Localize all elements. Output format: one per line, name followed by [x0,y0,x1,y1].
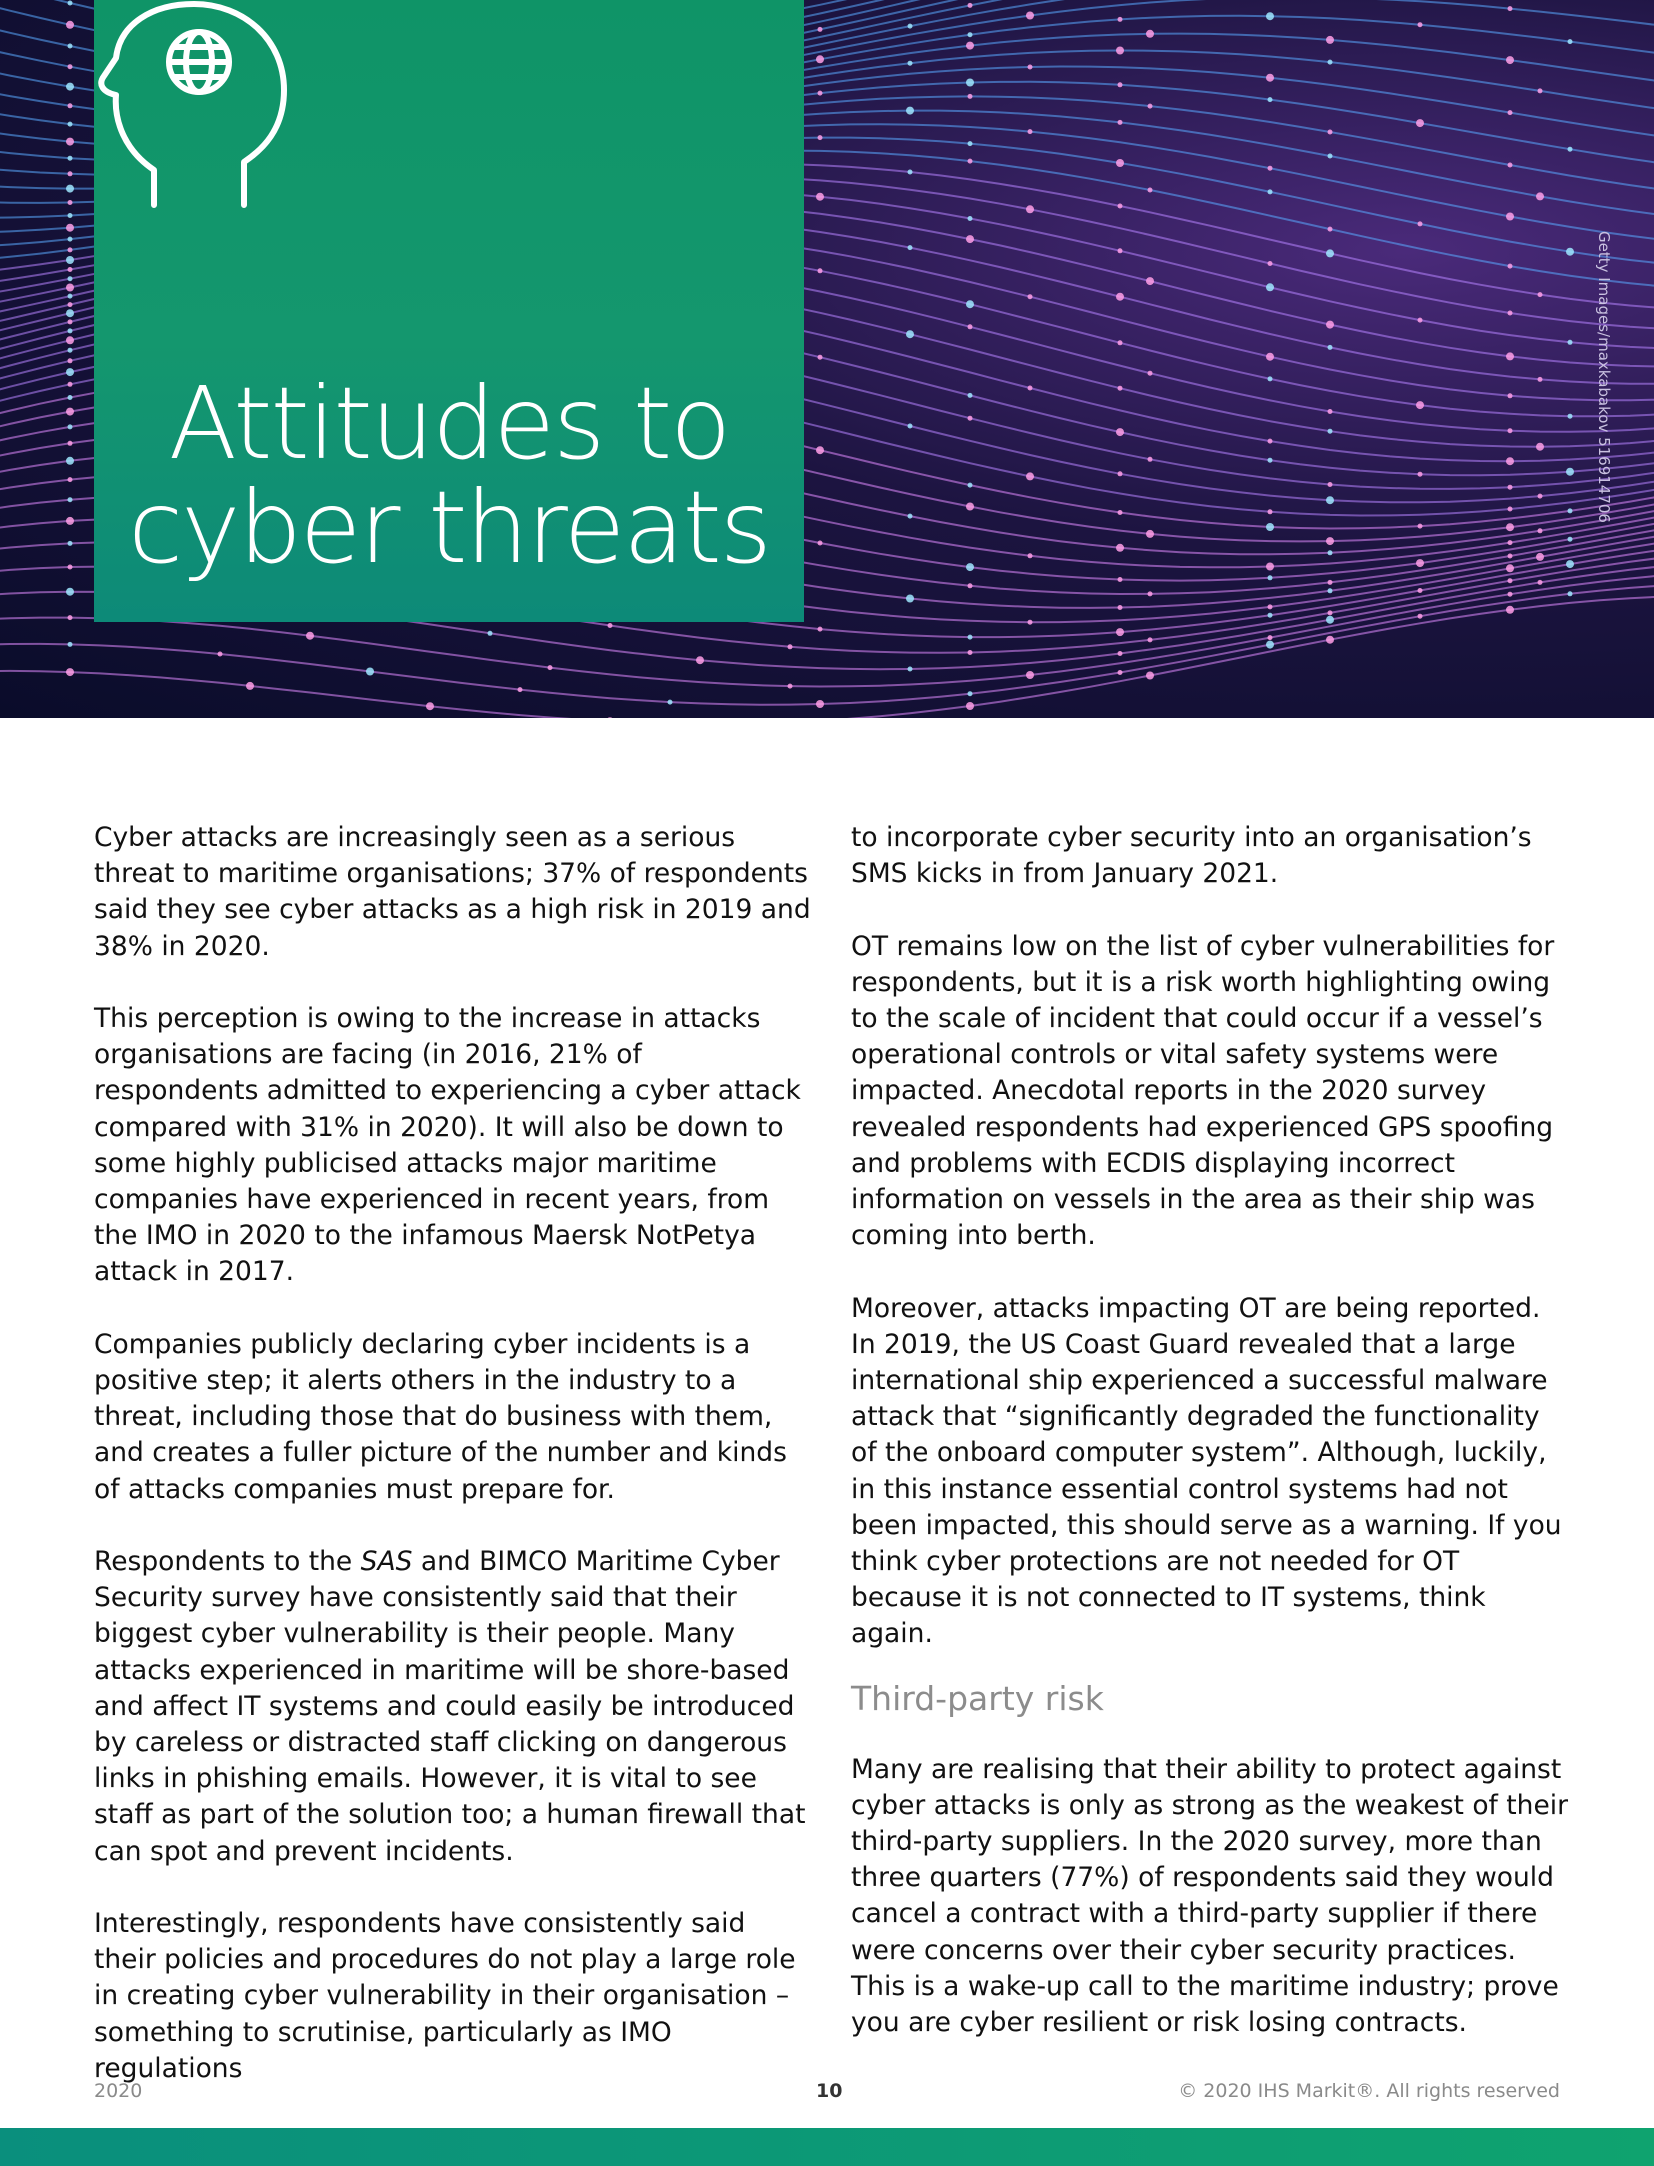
paragraph: This perception is owing to the increase in attacks organisations are facing (in 2016, 21% of respondents admitted to experiencing a cyber attack compared with 31% in 2020). It will also be down to some highly publicised attacks major maritime companies have experienced in recent years, from the IMO in 2020 to the infamous Maersk NotPetya attack in 2017. [94,1003,801,1288]
wave-dot [488,631,493,636]
wave-dot [68,642,73,647]
wave-dot [1026,205,1034,213]
wave-dot [1268,261,1273,266]
wave-dot [1508,6,1513,11]
wave-dot [1508,540,1513,545]
wave-dot [518,687,523,692]
wave-dot [1508,428,1513,433]
wave-dot [1506,523,1514,531]
section-subheading: Third-party risk [851,1678,1104,1718]
wave-dot [818,91,823,96]
wave-dot [1538,292,1543,297]
wave-dot [1506,606,1514,614]
wave-dot [1508,393,1513,398]
wave-dot [1118,510,1123,515]
wave-dot [606,717,614,718]
wave-dot [1328,550,1333,555]
wave-dot [1028,620,1033,625]
wave-dot [68,213,73,218]
wave-dot [1028,294,1033,299]
wave-dot [966,235,974,243]
wave-dot [908,514,913,519]
wave-dot [1418,22,1423,27]
wave-dot [818,541,823,546]
wave-dot [1268,575,1273,580]
wave-dot [1538,528,1543,533]
wave-dot [968,650,973,655]
wave-dot [1026,472,1034,480]
wave-dot [966,79,974,87]
wave-dot [1508,507,1513,512]
paragraph: Cyber attacks are increasingly seen as a serious threat to maritime organisations; 37% of respondents said they see cyber attacks as a high risk in 2019 and 38% in 2020. [94,822,811,962]
wave-dot [906,107,914,115]
wave-dot [1266,563,1274,571]
wave-dot [1266,523,1274,531]
wave-dot [1146,530,1154,538]
title-line-2: cyber threats [128,469,770,586]
wave-dot [1568,508,1573,513]
wave-dot [1028,65,1033,70]
wave-dot [426,702,434,710]
wave-dot [908,170,913,175]
wave-dot [1416,119,1424,127]
wave-dot [1506,56,1514,64]
wave-dot [66,309,74,317]
wave-dot [66,457,74,465]
wave-dot [668,700,673,705]
wave-dot [1328,60,1333,65]
wave-dot [1568,147,1573,152]
wave-dot [1536,553,1544,561]
wave-dot [816,446,824,454]
wave-dot [968,483,973,488]
wave-dot [1268,458,1273,463]
wave-dot [1118,120,1123,125]
wave-dot [66,284,74,292]
wave-dot [1568,591,1573,596]
text-run: and BIMCO Maritime Cyber Security survey have consistently said that their biggest cyber vulnerability is their people. Many attacks experienced in maritime will be shore-based and affect IT systems and could easily be introduced by careless or distracted staff clicking on dangerous links in phishing emails. However, it is vital to see staff as part of the solution too; a human firewall that can spot and prevent incidents. [94,1546,806,1867]
wave-dot [1326,36,1334,44]
wave-dot [68,44,73,49]
wave-dot [696,656,704,664]
wave-dot [1508,592,1513,597]
wave-dot [548,665,553,670]
wave-dot [1118,605,1123,610]
wave-dot [1116,159,1124,167]
wave-dot [968,583,973,588]
text-run: Respondents to the [94,1546,361,1578]
wave-dot [1566,560,1574,568]
wave-dot [68,395,73,400]
wave-dot [66,185,74,193]
wave-dot [1268,166,1273,171]
wave-dot [1268,189,1273,194]
wave-dot [1568,340,1573,345]
italic-text: SAS [360,1546,413,1578]
paragraph [94,1544,814,1870]
page-title [94,365,804,586]
wave-dot [218,652,223,657]
wave-dot [1508,578,1513,583]
wave-dot [1418,588,1423,593]
wave-dot [68,348,73,353]
page-number: 10 [816,2080,843,2102]
wave-dot [1536,192,1544,200]
footer-year: 2020 [94,2080,143,2102]
title-panel [94,0,804,622]
wave-dot [1506,352,1514,360]
wave-dot [906,330,914,338]
wave-dot [1416,559,1424,567]
wave-dot [1418,318,1423,323]
wave-dot [968,416,973,421]
wave-dot [1266,641,1274,649]
wave-dot [1266,283,1274,291]
wave-dot [68,171,73,176]
wave-dot [1508,264,1513,269]
wave-dot [68,424,73,429]
wave-dot [1536,443,1544,451]
wave-dot [1146,277,1154,285]
wave-dot [1568,414,1573,419]
wave-dot [1116,428,1124,436]
wave-dot [1508,311,1513,316]
wave-dot [1328,154,1333,159]
wave-dot [66,336,74,344]
wave-dot [68,358,73,363]
wave-dot [968,324,973,329]
wave-dot [1506,213,1514,221]
wave-dot [1328,227,1333,232]
copyright-notice: © 2020 IHS Markit®. All rights reserved [1178,2080,1560,2102]
wave-dot [1026,12,1034,20]
paragraph: Companies publicly declaring cyber incidents is a positive step; it alerts others in the industry to a threat, including those that do business with them, and creates a fuller picture of the number and kinds of attacks companies must prepare for. [94,1328,787,1505]
wave-dot [1118,670,1123,675]
wave-dot [908,667,913,672]
hero-image [0,0,1654,718]
wave-dot [1116,544,1124,552]
wave-dot [66,21,74,29]
title-line-1: Attitudes to [168,365,730,482]
wave-dot [68,477,73,482]
wave-dot [1116,628,1124,636]
wave-dot [1328,409,1333,414]
wave-dot [1328,610,1333,615]
wave-dot [1266,74,1274,82]
wave-dot [1508,110,1513,115]
wave-dot [1146,30,1154,38]
wave-dot [968,94,973,99]
wave-dot [818,268,823,273]
wave-dot [1268,97,1273,102]
wave-dot [66,256,74,264]
wave-dot [1268,376,1273,381]
wave-dot [908,61,913,66]
wave-dot [968,3,973,8]
wave-dot [1266,12,1274,20]
wave-dot [1118,248,1123,253]
wave-dot [906,595,914,603]
wave-dot [66,138,74,146]
wave-dot [1268,635,1273,640]
wave-dot [1538,88,1543,93]
wave-dot [1028,386,1033,391]
wave-dot [968,216,973,221]
wave-dot [1118,386,1123,391]
wave-dot [1506,564,1514,572]
wave-dot [788,684,793,689]
wave-dot [1538,494,1543,499]
bottom-accent-bar [0,2128,1654,2166]
photo-credit: Getty Images/maxkabakov 516914706 [1595,231,1613,523]
wave-dot [68,1,73,6]
wave-dot [1508,485,1513,490]
wave-dot [966,702,974,710]
wave-dot [1538,580,1543,585]
wave-dot [968,159,973,164]
paragraph: Many are realising that their ability to protect against cyber attacks is only as strong as the weakest of their third-party suppliers. In the 2020 survey, more than three quarters (77%) of respondents said they would cancel a contract with a third-party supplier if there were concerns over their cyber security practices. This is a wake-up call to the maritime industry; prove you are cyber resilient or risk losing contracts. [851,1753,1569,2039]
wave-dot [968,635,973,640]
wave-dot [1328,345,1333,350]
wave-dot [68,64,73,69]
wave-dot [68,237,73,242]
wave-dot [1418,221,1423,226]
wave-dot [68,565,73,570]
wave-dot [968,32,973,37]
wave-dot [1148,591,1153,596]
wave-dot [966,42,974,50]
wave-dot [1118,471,1123,476]
wave-dot [68,200,73,205]
wave-dot [1268,439,1273,444]
wave-dot [818,355,823,360]
wave-dot [1028,129,1033,134]
paragraph: OT remains low on the list of cyber vulnerabilities for respondents, but it is a risk worth highlighting owing to the scale of incident that could occur if a vessel’s operational controls or vital safety systems were impacted. Anecdotal reports in the 2020 survey revealed respondents had experienced GPS spoofing and problems with ECDIS displaying incorrect information on vessels in the area as their ship was coming into berth. [851,930,1555,1252]
wave-dot [66,517,74,525]
wave-dot [66,83,74,91]
wave-dot [1416,401,1424,409]
wave-dot [1326,636,1334,644]
wave-dot [1418,614,1423,619]
wave-dot [68,103,73,108]
wave-dot [816,193,824,201]
wave-dot [1328,588,1333,593]
wave-dot [66,668,74,676]
wave-dot [1148,104,1153,109]
wave-dot [1326,616,1334,624]
wave-dot [68,267,73,272]
wave-dot [68,541,73,546]
wave-dot [1118,204,1123,209]
wave-dot [1506,457,1514,465]
wave-dot [908,245,913,250]
wave-dot [68,122,73,127]
wave-dot [68,156,73,161]
wave-dot [1418,524,1423,529]
wave-dot [788,644,793,649]
wave-dot [818,135,823,140]
wave-dot [966,503,974,511]
wave-dot [1148,371,1153,376]
wave-dot [1328,130,1333,135]
wave-dot [816,700,824,708]
wave-dot [1508,163,1513,168]
wave-dot [68,497,73,502]
wave-dot [966,300,974,308]
wave-dot [1508,554,1513,559]
wave-dot [608,623,613,628]
wave-dot [1028,553,1033,558]
wave-dot [68,294,73,299]
wave-dot [1118,82,1123,87]
wave-dot [1326,496,1334,504]
wave-dot [908,424,913,429]
wave-dot [1538,377,1543,382]
right-column [851,820,1571,2077]
wave-dot [1328,482,1333,487]
wave-dot [968,393,973,398]
wave-dot [68,441,73,446]
wave-dot [1328,429,1333,434]
wave-dot [1268,604,1273,609]
wave-dot [66,368,74,376]
wave-dot [306,632,314,640]
wave-dot [1116,293,1124,301]
wave-dot [1268,509,1273,514]
wave-dot [818,27,823,32]
wave-dot [1326,321,1334,329]
wave-dot [1268,613,1273,618]
wave-dot [1568,39,1573,44]
wave-dot [1418,472,1423,477]
wave-dot [1328,580,1333,585]
left-column [94,820,814,2123]
wave-dot [1146,672,1154,680]
wave-dot [68,319,73,324]
wave-dot [68,615,73,620]
wave-dot [1326,537,1334,545]
wave-dot [66,224,74,232]
wave-dot [66,588,74,596]
wave-dot [818,627,823,632]
wave-dot [1266,353,1274,361]
wave-dot [1118,651,1123,656]
wave-dot [366,668,374,676]
wave-dot [68,247,73,252]
wave-dot [966,563,974,571]
wave-dot [1118,577,1123,582]
wave-dot [246,682,254,690]
wave-dot [1568,537,1573,542]
wave-dot [1116,47,1124,55]
wave-dot [968,691,973,696]
wave-dot [1026,671,1034,679]
wave-dot [1326,249,1334,257]
wave-dot [68,302,73,307]
wave-dot [908,24,913,29]
wave-dot [68,276,73,281]
wave-dot [66,408,74,416]
wave-dot [1148,457,1153,462]
wave-dot [68,382,73,387]
wave-dot [816,55,824,63]
wave-dot [68,328,73,333]
wave-dot [968,141,973,146]
paragraph: Interestingly, respondents have consistently said their policies and procedures do not play a large role in creating cyber vulnerability in their organisation – something to scrutinise, particularly as IMO regulations [94,1908,796,2084]
wave-dot [1566,468,1574,476]
head-globe-icon [94,0,294,210]
paragraph: Moreover, attacks impacting OT are being reported. In 2019, the US Coast Guard revealed that a large international ship experienced a successful malware attack that “significantly degraded the functionality of the onboard computer system”. Although, luckily, in this instance essential control systems had not been impacted, this should serve as a warning. If you think cyber protections are not needed for OT because it is not connected to IT systems, think again. [851,1292,1562,1650]
paragraph: to incorporate cyber security into an organisation’s SMS kicks in from January 2021. [851,822,1532,890]
wave-dot [1118,17,1123,22]
wave-dot [1118,340,1123,345]
wave-dot [1148,637,1153,642]
wave-dot [1148,188,1153,193]
wave-dot [1566,248,1574,256]
